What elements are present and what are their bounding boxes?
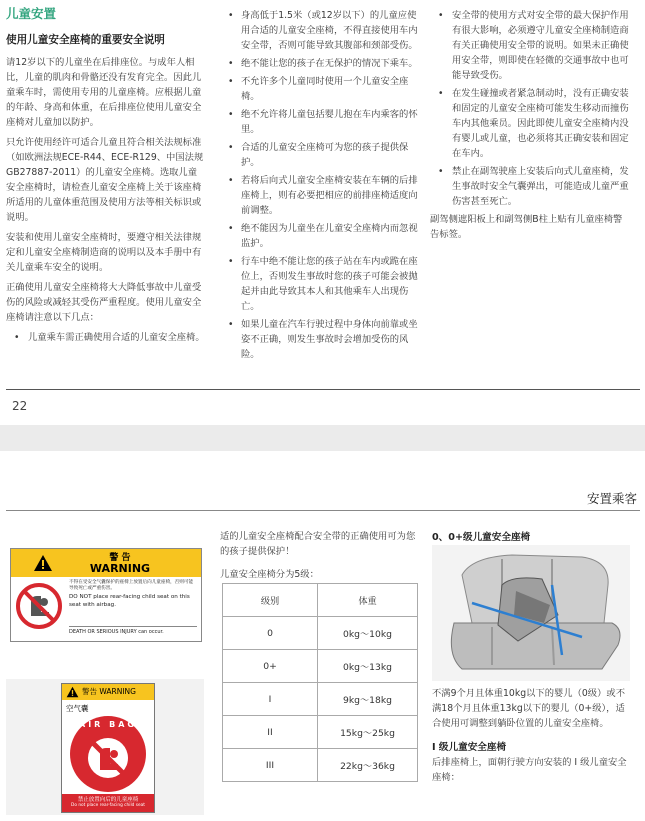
section-heading: I 级儿童安全座椅 xyxy=(432,742,507,753)
table-cell: 0kg～13kg xyxy=(318,650,418,683)
list-item: • 安全带的使用方式对安全带的最大保护作用有很大影响，必须遵守儿童安全座椅制造商有关正确使用安全带的说明。如果未正确使用安全带，则即使在轻微的交通事故中也可能导致受伤。 xyxy=(438,10,629,81)
table-cell: I xyxy=(223,683,318,716)
airbag-label-cn: 空气囊 xyxy=(66,704,89,713)
table-row xyxy=(223,716,418,749)
airbag-footer-en: Do not place rear-facing child seat xyxy=(71,803,145,808)
table-header: 级别 xyxy=(223,584,318,617)
paragraph: 安装和使用儿童安全座椅时，要遵守相关法律规定和儿童安全座椅制造商的说明以及本手册中有关儿童乘车安全的说明。 xyxy=(6,232,202,273)
airbag-label-en: AIR BAG xyxy=(79,720,137,729)
header-title: 安置乘客 xyxy=(586,491,637,506)
table-cell: 22kg～36kg xyxy=(318,749,418,782)
section-text: 后排座椅上，面朝行驶方向安装的 I 级儿童安全座椅： xyxy=(432,757,627,783)
table-header-row xyxy=(223,584,418,617)
warning-label-inner xyxy=(10,548,202,642)
rear-seat-infant-carrier-image xyxy=(432,545,630,681)
section-text: 不满9个月且体重10kg以下的婴儿（0级）或不满18个月且体重13kg以下的婴儿（0+级），适合使用可调整到躺卧位置的儿童安全座椅。 xyxy=(432,688,625,729)
list-item: • 若将后向式儿童安全座椅安装在车辆的后排座椅上，则有必要把相应的前排座椅适度向前调整。 xyxy=(228,175,418,216)
rear-seat-illustration xyxy=(432,545,630,681)
airbag-footer-cn: 禁止放置向后的儿童座椅 xyxy=(77,797,139,803)
warning-triangle-icon xyxy=(66,686,79,698)
table-cell: 15kg～25kg xyxy=(318,716,418,749)
list-item: • 如果儿童在汽车行驶过程中身体向前靠或坐姿不正确，则发生事故时会增加受伤的风险。 xyxy=(228,319,418,360)
paragraph: 只允许使用经许可适合儿童且符合相关法规标准（如欧洲法规ECE-R44、ECE-R129、中国法规GB27887-2011）的儿童安全座椅。选取儿童安全座椅时，请检查儿童安全座椅上关于该座椅所适用的儿童体重范围及使用方法等相关标识或说明。 xyxy=(6,137,204,223)
table-header: 体重 xyxy=(318,584,418,617)
page-separator xyxy=(0,425,645,451)
table-row xyxy=(223,749,418,782)
warning-footer-en: DEATH OR SERIOUS INJURY can occur. xyxy=(69,629,164,635)
header-divider xyxy=(6,510,640,511)
warning-title-en: WARNING xyxy=(89,562,151,575)
list-item: • 在发生碰撞或者紧急制动时，没有正确安装和固定的儿童安全座椅可能发生移动而撞伤车内其他乘员。因此即使儿童安全座椅内没有婴儿或儿童，也必须将其正确安装和固定在车内。 xyxy=(438,88,629,159)
warning-triangle-icon xyxy=(33,554,53,572)
list-item: • 绝不允许将儿童包括婴儿抱在车内乘客的怀里。 xyxy=(228,109,418,135)
airbag-warning-inner xyxy=(61,683,155,813)
page-number: 22 xyxy=(12,399,28,413)
top-column-2 xyxy=(228,8,418,365)
groups-label: 儿童安全座椅分为5级： xyxy=(220,569,319,580)
warning-title-cn: 警 告 xyxy=(109,553,131,563)
table-cell: III xyxy=(223,749,318,782)
list-item: • 合适的儿童安全座椅可为您的孩子提供保护。 xyxy=(228,142,409,168)
section-title: 儿童安置 xyxy=(6,6,57,21)
table-row xyxy=(223,650,418,683)
paragraph: 正确使用儿童安全座椅将大大降低事故中儿童受伤的风险或减轻其受伤严重程度。使用儿童安全座椅请注意以下几点： xyxy=(6,282,202,323)
intro-text: 适的儿童安全座椅配合安全带的正确使用可为您的孩子提供保护！ xyxy=(220,531,416,557)
airbag-footer xyxy=(62,794,154,812)
list-item: • 绝不能让您的孩子在无保护的情况下乘车。 xyxy=(228,58,418,69)
top-column-1 xyxy=(6,32,206,348)
footer-divider xyxy=(6,389,640,390)
airbag-warning-label xyxy=(6,679,204,815)
list-item: • 绝不能因为儿童坐在儿童安全座椅内而忽视监护。 xyxy=(228,223,418,249)
table-row xyxy=(223,617,418,650)
list-item: • 不允许多个儿童同时使用一个儿童安全座椅。 xyxy=(228,76,409,102)
no-child-seat-icon xyxy=(15,582,63,630)
top-column-3 xyxy=(430,8,630,242)
table-cell: 0 xyxy=(223,617,318,650)
airbag-warning-title: 警告 WARNING xyxy=(82,687,136,696)
weight-class-table xyxy=(222,583,418,782)
warning-label xyxy=(6,544,204,644)
warning-text-en: DO NOT place rear-facing child seat on this seat with airbag. xyxy=(69,594,190,608)
list-item: • 行车中绝不能让您的孩子站在车内或跪在座位上，否则发生事故时您的孩子可能会被抛起并由此导致其本人和其他乘车人出现伤亡。 xyxy=(228,256,418,312)
list-item: • 禁止在副驾驶座上安装后向式儿童座椅，发生事故时安全气囊弹出，可能造成儿童严重伤害甚至死亡。 xyxy=(438,166,629,207)
table-cell: 9kg～18kg xyxy=(318,683,418,716)
table-cell: II xyxy=(223,716,318,749)
warning-footer-divider xyxy=(69,626,197,627)
section-heading: 0、0+级儿童安全座椅 xyxy=(432,532,531,543)
warning-text-cn: 不得在受安全气囊保护的座椅上放置后向儿童座椅，否则可能导致死亡或严重伤害。 xyxy=(69,580,194,591)
label-note: 副驾侧遮阳板上和副驾侧B柱上贴有儿童座椅警告标签。 xyxy=(430,214,623,240)
warning-header xyxy=(11,549,201,577)
table-cell: 0kg～10kg xyxy=(318,617,418,650)
subtitle: 使用儿童安全座椅的重要安全说明 xyxy=(6,34,165,46)
table-cell: 0+ xyxy=(223,650,318,683)
bottom-middle-column xyxy=(220,529,416,582)
paragraph: 请12岁以下的儿童坐在后排座位。与成年人相比，儿童的肌肉和骨骼还没有发育完全。因此儿童乘车时，需使用专用的儿童座椅。应根据儿童的年龄、身高和体重，在后排座位使用儿童安全座椅对儿童加以防护。 xyxy=(6,57,202,128)
table-row xyxy=(223,683,418,716)
list-item: • 儿童乘车需正确使用合适的儿童安全座椅。 xyxy=(14,332,205,343)
airbag-warning-header xyxy=(62,684,154,700)
list-item: • 身高低于1.5米（或12岁以下）的儿童应使用合适的儿童安全座椅，不得直接使用车内安全带，否则可能导致其腹部和颈部受伤。 xyxy=(228,10,418,51)
